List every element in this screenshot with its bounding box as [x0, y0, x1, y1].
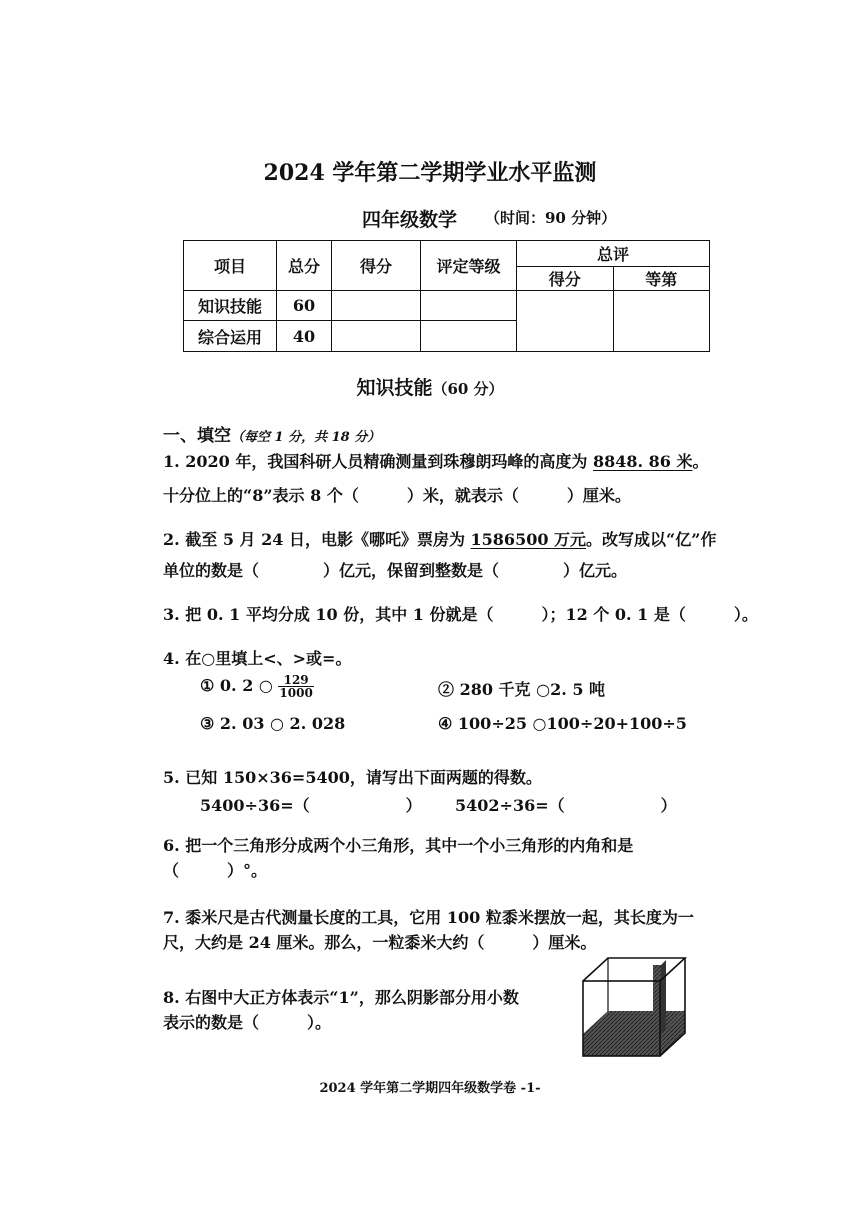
- part-heading: [163, 421, 380, 446]
- q1-text-end: 。: [692, 452, 709, 471]
- q2-line1: [163, 527, 716, 550]
- q8-line2: 表示的数是（ ）。: [163, 1013, 332, 1032]
- section-heading: [0, 373, 860, 400]
- score-cell-skills[interactable]: [332, 291, 421, 321]
- q4-item3: ③ 2. 03 ○ 2. 028: [200, 714, 346, 733]
- score-cell-application[interactable]: [332, 321, 421, 352]
- section-points: （60 分）: [432, 380, 504, 398]
- q5-b: 5402÷36=（ ）: [455, 796, 677, 815]
- score-table: [183, 240, 710, 352]
- overall-level-cell[interactable]: [613, 291, 710, 352]
- q1-highlight: 8848. 86 米: [592, 452, 693, 471]
- cube-top-face: [583, 958, 685, 981]
- header-overall-score: 得分: [517, 267, 614, 291]
- fraction-numerator: 129: [278, 674, 313, 687]
- q4-item2: ② 280 千克 ○2. 5 吨: [438, 680, 606, 699]
- header-overall-level: 等第: [613, 267, 710, 291]
- q1-line1: [163, 449, 708, 472]
- part-note: （每空 1 分，共 18 分）: [231, 430, 381, 445]
- q4-item1-text: ① 0. 2 ○: [200, 676, 279, 695]
- shaded-column-side: [661, 960, 666, 1034]
- q2-line2: 单位的数是（ ）亿元，保留到整数是（ ）亿元。: [163, 561, 628, 580]
- page-footer: 2024 学年第二学期四年级数学卷 -1-: [319, 1081, 541, 1096]
- fraction-denominator: 1000: [279, 686, 313, 700]
- cube-figure: [578, 953, 690, 1059]
- q2-text: 2. 截至 5 月 24 日，电影《哪吒》票房为: [163, 530, 471, 549]
- q6-line1: 6. 把一个三角形分成两个小三角形，其中一个小三角形的内角和是: [163, 836, 634, 855]
- q1-text: 1. 2020 年，我国科研人员精确测量到珠穆朗玛峰的高度为: [163, 452, 593, 471]
- row-item-application: 综合运用: [184, 321, 277, 352]
- q7-line2: 尺，大约是 24 厘米。那么，一粒黍米大约（ ）厘米。: [163, 933, 597, 952]
- q6-line2: （ ）°。: [163, 861, 268, 880]
- header-grade: 评定等级: [421, 241, 517, 291]
- overall-score-cell[interactable]: [517, 291, 614, 352]
- q2-highlight: 1586500 万元: [470, 530, 587, 549]
- exam-subject: 四年级数学: [362, 209, 458, 231]
- q5-line1: 5. 已知 150×36=5400，请写出下面两题的得数。: [163, 768, 542, 787]
- header-overall: 总评: [517, 241, 710, 267]
- row-total-skills: 60: [277, 291, 332, 321]
- q8-line1: 8. 右图中大正方体表示“1”，那么阴影部分用小数: [163, 988, 519, 1007]
- page-title: 2024 学年第二学期学业水平监测: [263, 160, 597, 186]
- shaded-slab-front: [583, 1034, 660, 1056]
- q7-line1: 7. 黍米尺是古代测量长度的工具，它用 100 粒黍米摆放一起，其长度为一: [163, 908, 694, 927]
- row-item-skills: 知识技能: [184, 291, 277, 321]
- part-title: 一、填空: [163, 426, 231, 446]
- q4-item4: ④ 100÷25 ○100÷20+100÷5: [438, 714, 687, 733]
- q1-line2: 十分位上的“8”表示 8 个（ ）米，就表示（ ）厘米。: [163, 486, 631, 505]
- q4-item1: [200, 674, 314, 699]
- header-item: 项目: [184, 241, 277, 291]
- q5-a: 5400÷36=（ ）: [200, 796, 422, 815]
- q2-text-end: 。改写成以“亿”作: [586, 530, 717, 549]
- grade-cell-skills[interactable]: [421, 291, 517, 321]
- grade-cell-application[interactable]: [421, 321, 517, 352]
- time-limit: （时间：90 分钟）: [485, 209, 617, 227]
- header-total: 总分: [277, 241, 332, 291]
- header-score: 得分: [332, 241, 421, 291]
- section-title: 知识技能: [356, 377, 433, 399]
- q4-line1: 4. 在○里填上<、>或=。: [163, 649, 352, 668]
- fraction: [278, 674, 313, 699]
- row-total-application: 40: [277, 321, 332, 352]
- q3-line1: 3. 把 0. 1 平均分成 10 份，其中 1 份就是（ ）；12 个 0. 1 是（ ）。: [163, 605, 758, 624]
